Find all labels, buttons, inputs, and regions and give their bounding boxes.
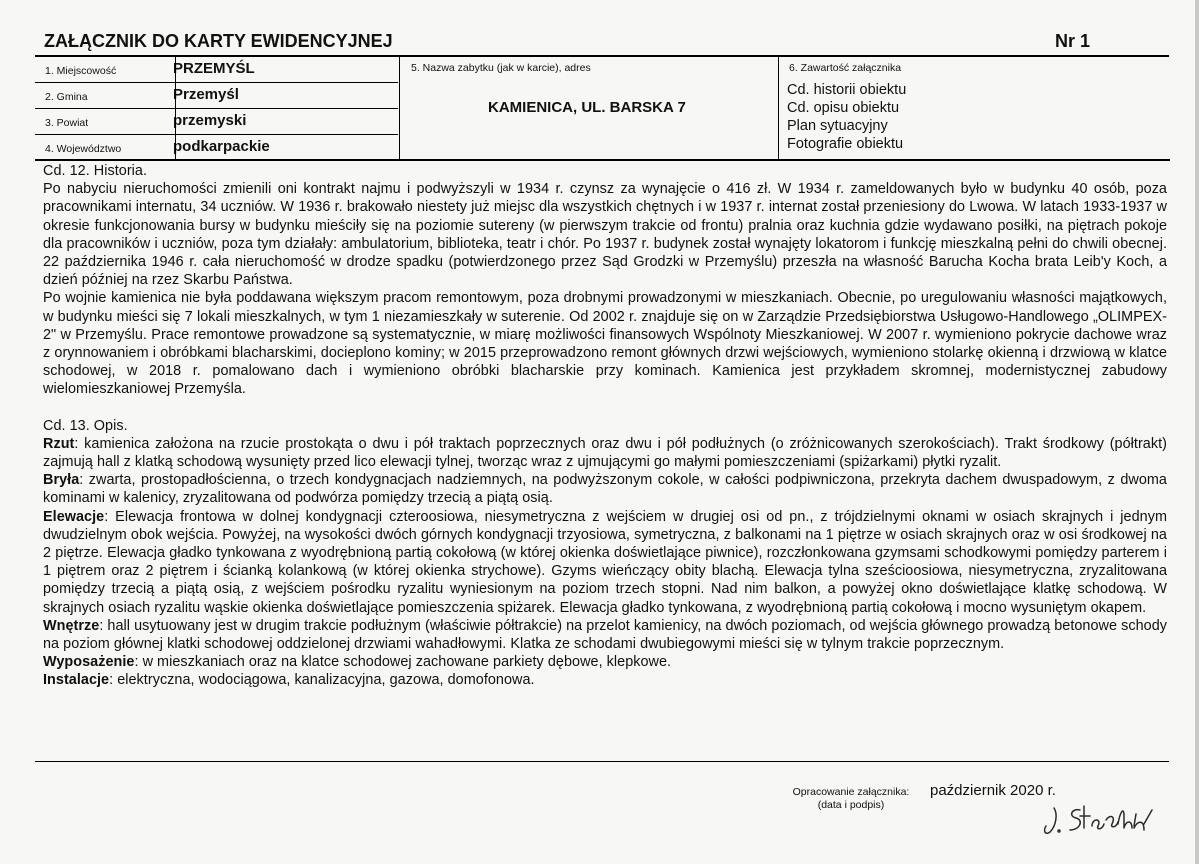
contents-item: Cd. historii obiektu [787,82,907,98]
description-section-interior [43,617,1167,653]
field-label-voivodeship: 4. Województwo [45,143,122,155]
handwritten-signature [1040,800,1155,845]
section-label: Rzut [43,435,75,452]
scan-edge [1195,0,1199,864]
prepared-date: październik 2020 r. [930,782,1056,799]
monument-address: KAMIENICA, UL. BARSKA 7 [488,99,686,116]
section-label: Wnętrze [43,617,100,634]
section-label: Instalacje [43,672,110,689]
contents-list [787,81,906,153]
description-section-equipment [43,653,1167,671]
history-paragraph: Po nabyciu nieruchomości zmienili oni kontrakt najmu i podwyższyli w 1934 r. czynsz za wynajęcie o 416 zł. W 1934 r. zameldowanych było w budynku 40 osób, poza pracownikami internatu, 34 uczniów. W 1936 r. brakowało niestety już miejsc dla wszystkich chętnych i w 1937 r. internat został przeniesiony do Lwowa. W latach 1933-1937 w okresie funkcjonowania bursy w budynku mieściły się na poziomie sutereny (w pierwszym trakcie od frontu) pralnia oraz kuchnia gdzie wydawano posiłki, na piętrach pokoje dla pracowników i uczniów, poza tym działały: ambulatorium, biblioteka, teatr i chór. Po 1937 r. budynek został wynajęty lokatorom i funkcję mieszkalną pełni do chwili obecnej. 22 października 1946 r. cała nieruchomość w drodze spadku (potwierdzonego przez Sąd Grodzki w Przemyślu) przeszła na własność Barucha Kocha brata Leib'y Koch, a dzień później na rzez Skarbu Państwa. [43,181,1167,289]
contents-item: Cd. opisu obiektu [787,100,900,116]
section-label: Elewacje [43,508,105,525]
monument-label: 5. Nazwa zabytku (jak w karcie), adres [411,62,591,74]
field-value-locality: PRZEMYŚL [173,60,255,77]
section-text: : elektryczna, wodociągowa, kanalizacyjna, gazowa, domofonowa. [109,672,535,689]
history-heading: Cd. 12. Historia. [43,163,148,179]
paragraph-gap [43,399,1167,417]
field-row-commune [35,83,398,109]
contents-item: Plan sytuacyjny [787,118,888,134]
field-row-voivodeship [35,135,398,160]
description-section-massing [43,471,1167,507]
contents-item: Fotografie obiektu [787,136,904,152]
field-value-voivodeship: podkarpackie [173,138,270,155]
column-divider [399,57,400,159]
section-text: : zwarta, prostopadłościenna, o trzech kondygnacjach nadziemnych, na podwyższonym cokole, w całości podpiwniczona, przekryta dachem dwuspadowym, z dwoma kominami w kalenicy, zryzalitowana od podwórza pomiędzy trzecią a piątą osią. [43,472,1167,507]
column-divider [778,57,779,159]
description-section-installations [43,671,1167,689]
section-text: : w mieszkaniach oraz na klatce schodowej zachowane parkiety dębowe, klepkowe. [134,654,672,671]
section-text: : hall usytuowany jest w drugim trakcie podłużnym (właściwie półtrakcie) na przelot kamienicy, na dwóch poziomach, od wejścia głównego prowadzą betonowe schody na poziom głównej klatki schodowej oddzielonej drzwiami wahadłowymi. Klatka ze schodami dwubiegowymi mieści się w tylnym trakcie poprzecznym. [43,617,1167,653]
field-row-locality [35,57,398,83]
description-section-plan [43,435,1167,471]
section-text: : kamienica założona na rzucie prostokąta o dwu i pół traktach poprzecznych oraz dwu i pół podłużnych (o zróżnicowanych szerokościach). Trakt środkowy (półtrakt) zajmują hall z klatką schodową wysunięty przed lico elewacji tylnej, tworząc wraz z ujmującymi go małymi pomieszczeniami (spiżarkami) płytki ryzalit. [43,435,1167,471]
description-section-elevations [43,508,1167,617]
contents-label: 6. Zawartość załącznika [789,62,902,74]
field-label-county: 3. Powiat [45,117,89,129]
footer-divider [35,761,1169,762]
document-body [43,162,1167,690]
field-value-commune: Przemyśl [173,86,239,103]
prepared-label: Opracowanie załącznika: [792,786,910,798]
field-label-commune: 2. Gmina [45,91,88,103]
document-number: Nr 1 [1055,31,1091,51]
field-row-county [35,109,398,135]
field-value-county: przemyski [173,112,247,129]
description-heading: Cd. 13. Opis. [43,417,128,434]
section-label: Wyposażenie [43,654,135,671]
prepared-sublabel: (data i podpis) [817,799,885,811]
prepared-by [780,786,922,812]
column-divider [175,57,176,159]
history-paragraph: Po wojnie kamienica nie była poddawana większym pracom remontowym, poza drobnymi prowadzonymi w mieszkaniach. Obecnie, po uregulowaniu własności majątkowych, w budynku mieści się 7 lokali mieszkalnych, w tym 1 niezamieszkały w suterenie. Od 2002 r. znajduje się on w Zarządzie Przedsiębiorstwa Usługowo-Handlowego „OLIMPEX-2" w Przemyślu. Prace remontowe prowadzone są systematycznie, w miarę możliwości finansowych Wspólnoty Mieszkaniowej. W 2007 r. wymieniono pokrycie dachowe wraz z orynnowaniem i obróbkami blacharskimi, docieplono kominy; w 2015 przeprowadzono remont głównych drzwi wejściowych, wymieniono stolarkę okienną i drzwiową w klatce schodowej, w 2018 r. pomalowano dach i wymieniono obróbki blacharskie przy kominach. Kamienica jest przykładem skromnej, modernistycznej zabudowy wielomieszkaniowej Przemyśla. [43,290,1167,398]
section-text: : Elewacja frontowa w dolnej kondygnacji czteroosiowa, niesymetryczna z wejściem w drugiej osi od pn., z trójdzielnymi oknami w osiach skrajnych i jednym dwudzielnym obok wejścia. Powyżej, na wysokości dwóch górnych kondygnacji trzyosiowa, symetryczna, z balkonami na 1 piętrze w osiach skrajnych oraz w osi środkowej na 2 piętrze. Elewacja gładko tynkowana z wyodrębnioną partią cokołową (w której okienka doświetlające piwnice), rozczłonkowana gzymsami schodkowymi pomiędzy parterem i 1 piętrem oraz 2 piętrem i ścianką kolankową (w której okienka strychowe). Gzyms wieńczący obity blachą. Elewacja tylna sześcioosiowa, niesymetryczna, zryzalitowana pomiędzy trzecią a piątą osią, z wejściem pośrodku ryzalitu wyniesionym na poziom trzech stopni. Nad nim balkon, a powyżej okno doświetlające klatkę schodową. W skrajnych osiach ryzalitu wąskie okienka doświetlające pomieszczenia spiżarek. Elewacja gładko tynkowana, z wyodrębnioną partią cokołową i mocno wysuniętym okapem. [43,508,1167,616]
field-label-locality: 1. Miejscowość [45,65,117,77]
document-title: ZAŁĄCZNIK DO KARTY EWIDENCYJNEJ [44,31,393,51]
section-label: Bryła [43,472,80,489]
